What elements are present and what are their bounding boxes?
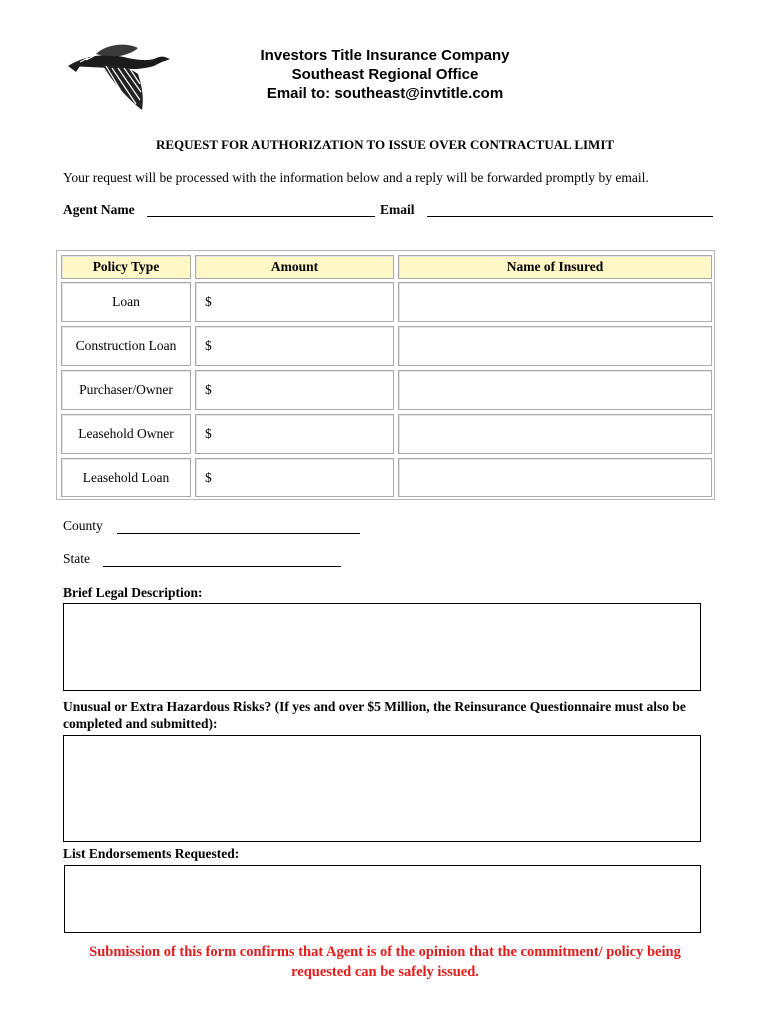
amount-field-leasehold-loan[interactable]	[195, 458, 394, 497]
amount-field-construction-loan[interactable]	[195, 326, 394, 366]
header-policy-type: Policy Type	[61, 255, 191, 279]
email-label: Email	[380, 202, 415, 217]
policy-type-loan: Loan	[61, 282, 191, 322]
policy-table	[56, 250, 715, 500]
risks-field[interactable]	[63, 735, 701, 842]
endorsements-label: List Endorsements Requested:	[63, 846, 240, 861]
agent-name-label: Agent Name	[63, 202, 135, 217]
company-name: Investors Title Insurance Company	[260, 47, 510, 64]
county-field[interactable]	[117, 533, 360, 534]
insured-field-purchaser-owner[interactable]	[398, 370, 712, 410]
legal-description-label: Brief Legal Description:	[63, 585, 203, 600]
endorsements-field[interactable]	[64, 865, 701, 933]
insured-field-construction-loan[interactable]	[398, 326, 712, 366]
currency-symbol: $	[205, 469, 212, 485]
legal-description-field[interactable]	[63, 603, 701, 691]
amount-field-leasehold-owner[interactable]	[195, 414, 394, 454]
insured-field-leasehold-owner[interactable]	[398, 414, 712, 454]
header-amount: Amount	[195, 255, 394, 279]
form-title: REQUEST FOR AUTHORIZATION TO ISSUE OVER CONTRACTUAL LIMIT	[155, 137, 615, 152]
insured-field-leasehold-loan[interactable]	[398, 458, 712, 497]
policy-type-leasehold-loan: Leasehold Loan	[61, 458, 191, 497]
currency-symbol: $	[205, 426, 212, 441]
currency-symbol: $	[205, 294, 212, 309]
county-label: County	[63, 518, 103, 533]
company-header	[170, 46, 600, 103]
policy-type-leasehold-owner: Leasehold Owner	[61, 414, 191, 454]
currency-symbol: $	[205, 382, 212, 397]
office-name: Southeast Regional Office	[291, 66, 479, 83]
flying-goose-logo-icon	[66, 44, 176, 112]
policy-type-purchaser-owner: Purchaser/Owner	[61, 370, 191, 410]
submission-note: Submission of this form confirms that Agent is of the opinion that the commitment/ policy being requested can be safely issued.	[89, 944, 681, 980]
state-field[interactable]	[103, 566, 341, 567]
policy-type-construction-loan: Construction Loan	[61, 326, 191, 366]
risks-label: Unusual or Extra Hazardous Risks? (If yes and over $5 Million, the Reinsurance Questionnaire must also be completed and submitted):	[63, 699, 686, 731]
intro-text: Your request will be processed with the information below and a reply will be forwarded promptly by email.	[63, 170, 649, 185]
amount-field-loan[interactable]	[195, 282, 394, 322]
agent-name-field[interactable]	[147, 216, 375, 217]
email-field[interactable]	[427, 216, 713, 217]
currency-symbol: $	[205, 338, 212, 353]
amount-field-purchaser-owner[interactable]	[195, 370, 394, 410]
header-name-of-insured: Name of Insured	[398, 255, 712, 279]
email-line: Email to: southeast@invtitle.com	[266, 85, 504, 102]
insured-field-loan[interactable]	[398, 282, 712, 322]
state-label: State	[63, 551, 90, 566]
